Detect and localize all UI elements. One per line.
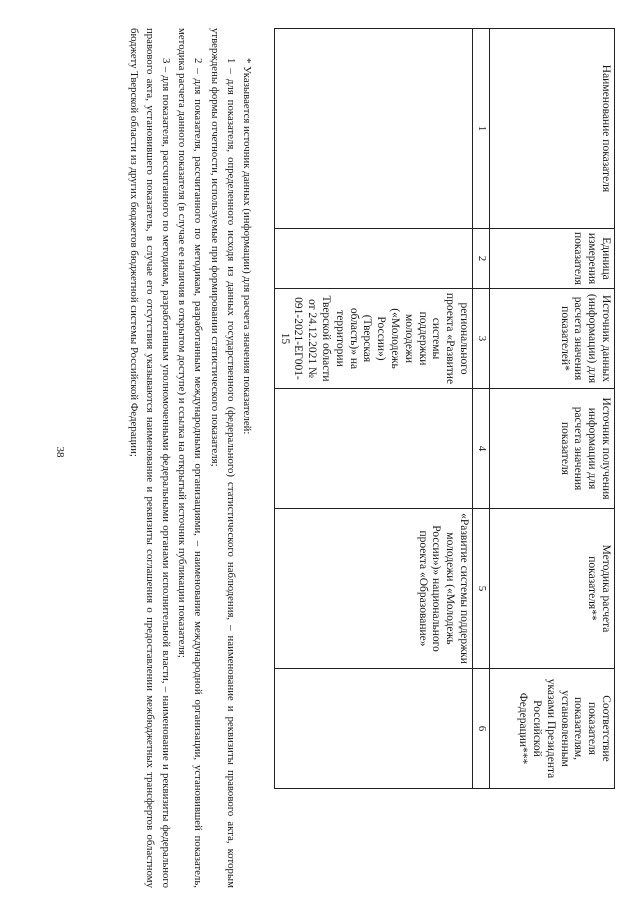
footnote-item-3: 3 – для показателя, рассчитанного по методикам, разработанным уполномоченными федеральными органами исполнительной власти, – наименование и реквизиты федерального правового акта, установившего показатель, в случае его отсутствия указываются наименование и реквизиты соглашения о предоставлении межбюджетных трансфертов областному бюджету Тверской области из других бюджетов бюджетной системы Российской Федерации;: [127, 28, 173, 888]
header-indicator-name: Наименование показателя: [490, 29, 615, 229]
footnotes: [126, 28, 256, 888]
column-number: 1: [473, 29, 490, 229]
table-cell: [274, 29, 472, 229]
header-info-source: Источник получения информации для расчета значения показателя: [490, 389, 615, 509]
header-methodology: Методика расчета показателя**: [490, 509, 615, 669]
header-data-source: Источник данных (информации) для расчета значения показателей*: [490, 289, 615, 389]
column-number: 2: [473, 229, 490, 289]
table-cell: регионального проекта «Развитие системы поддержки молодежи («Молодежь России») (Тверская область)» на территории Тверской области от 24.12.2021 № 091-2021-ЕГ001-15: [274, 289, 472, 389]
header-presidential-decrees: Соответствие показателя показателям, установленным указами Президента Российской Федерации***: [490, 669, 615, 789]
footnote-item-2: 2 – для показателя, рассчитанного по методикам, разработанным международными организациями, – наименование международной организации, установившей показатель, методика расчета данного показателя (в случае ее наличия в открытом доступе) и ссылка на открытый источник публикации показателя;: [176, 28, 205, 888]
table-row: [274, 29, 472, 789]
table-cell: [274, 229, 472, 289]
footnote-item-1: 1 – для показателя, определенного исходя из данных государственного (федерального) статистического наблюдения, – наименование и реквизиты правового акта, которым утверждены формы отчетности, используемые при формировании статистического показателя;: [208, 28, 237, 888]
column-number: 5: [473, 509, 490, 669]
header-unit: Единица измерения показателя: [490, 229, 615, 289]
column-number-row: [473, 29, 490, 789]
page-number: 38: [54, 446, 66, 458]
indicators-table: [274, 28, 615, 789]
table-cell: «Развитие системы поддержки молодежи («Молодежь России»)» национального проекта «Образование»: [274, 509, 472, 669]
table-cell: [274, 669, 472, 789]
column-number: 6: [473, 669, 490, 789]
column-number: 4: [473, 389, 490, 509]
table-header-row: [490, 29, 615, 789]
table-cell: [274, 389, 472, 509]
footnote-intro: * Указывается источник данных (информации) для расчета значения показателей:: [241, 58, 253, 435]
rotated-page-content: [35, 28, 615, 888]
column-number: 3: [473, 289, 490, 389]
